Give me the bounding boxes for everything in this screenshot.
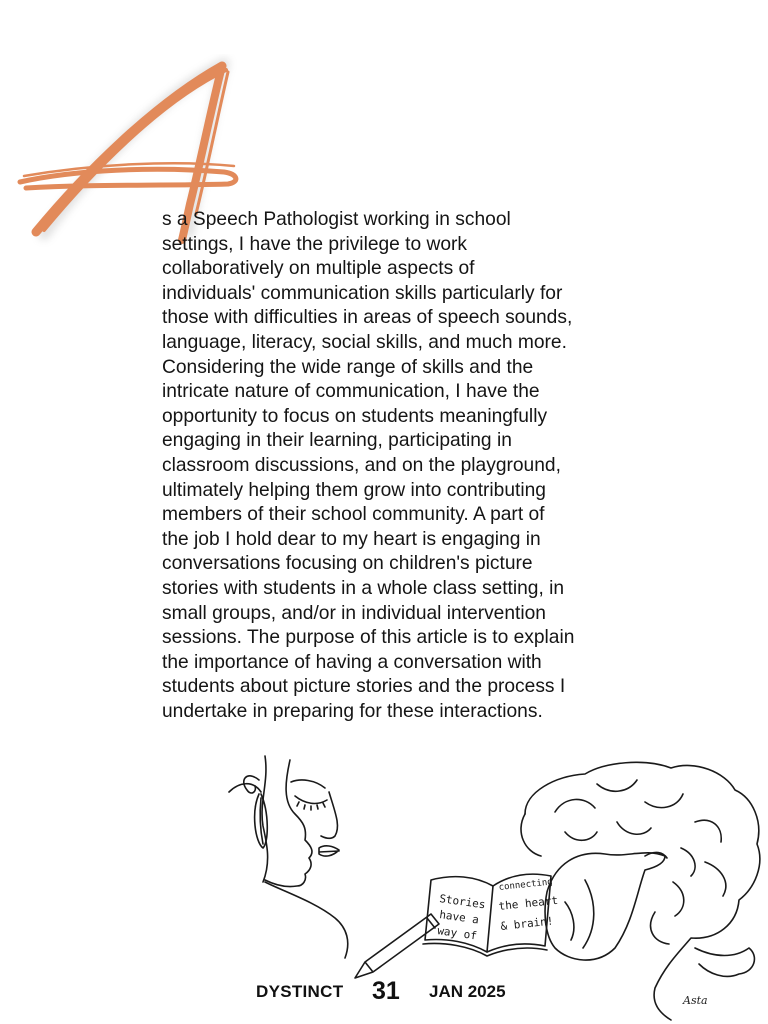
book-right-line-1: connecting	[498, 877, 554, 893]
article-body: s a Speech Pathologist working in school settings, I have the privilege to work collaboratively on multiple aspects of individuals' communication skills particularly for those with difficulties in areas of speech sounds, language, literacy, social skills, and much more. Considering the wide range of skills and the intricate nature of communication, I have the opportunity to focus on students meaningfully engaging in their learning, participating in classroom discussions, and on the playground, ultimately helping them grow into contributing members of their school community. A part of the job I hold dear to my heart is engaging in conversations focusing on children's picture stories with students in a whole class setting, in small groups, and/or in individual intervention sessions. The purpose of this article is to explain the importance of having a conversation with students about picture stories and the process I undertake in preparing for these interactions.	[162, 209, 575, 722]
page-footer	[0, 978, 768, 1008]
book-left-line-2: have a	[438, 908, 480, 927]
book-right-line-2: the heart	[497, 893, 559, 913]
drop-cap-text: A	[14, 54, 15, 55]
page-number: 31	[372, 977, 400, 1005]
magazine-name: DYSTINCT	[256, 982, 344, 1001]
artist-signature: Asta	[683, 994, 708, 1007]
book-left-line-3: way of	[436, 924, 478, 943]
issue-date: JAN 2025	[429, 982, 506, 1001]
book-left-line-1: Stories	[438, 892, 487, 912]
book-right-line-3: & brain!	[499, 914, 555, 933]
